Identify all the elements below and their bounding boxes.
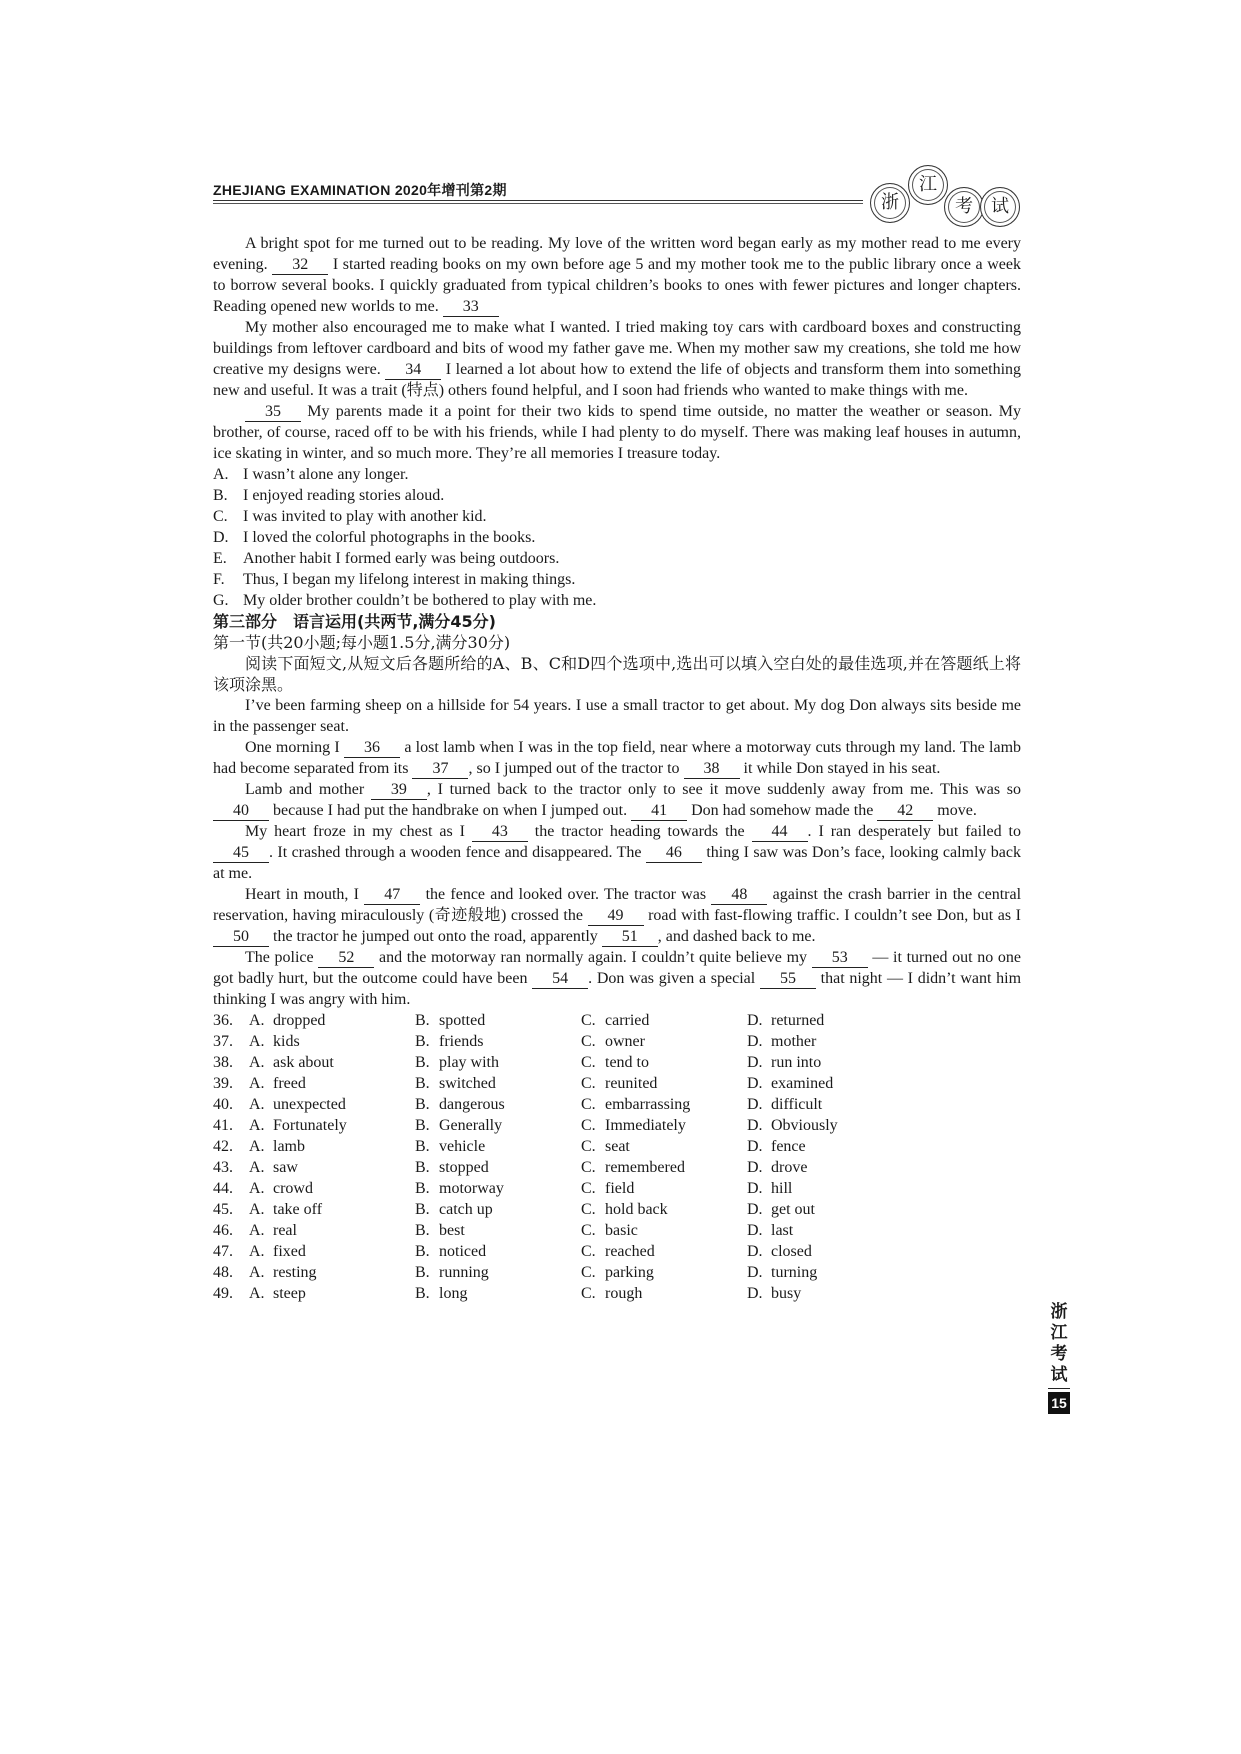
choice-a: resting (273, 1264, 317, 1281)
blank-42: 42 (877, 802, 933, 821)
side-tab-char: 江 (1050, 1323, 1068, 1343)
choice-c: reached (605, 1243, 655, 1260)
question-number: 42. (213, 1138, 233, 1155)
question-number: 36. (213, 1012, 233, 1029)
blank-51: 51 (602, 928, 658, 947)
choice-letter: C. (581, 1243, 596, 1260)
choice-c: remembered (605, 1159, 685, 1176)
choice-row (213, 1157, 913, 1178)
blank-37: 37 (412, 760, 468, 779)
option-letter: G. (213, 592, 229, 609)
question-number: 40. (213, 1096, 233, 1113)
cloze-text: . I ran desperately but failed to (807, 823, 1021, 840)
cloze-text: , and dashed back to me. (657, 928, 816, 945)
choice-letter: D. (747, 1096, 763, 1113)
choice-letter: A. (249, 1180, 265, 1197)
cloze-text: and the motorway ran normally again. I couldn’t quite believe my (378, 949, 808, 966)
cloze-text: Lamb and mother (245, 781, 365, 798)
option-letter: F. (213, 571, 225, 588)
choice-d: turning (771, 1264, 818, 1281)
blank-33: 33 (443, 298, 499, 317)
choice-letter: A. (249, 1222, 265, 1239)
choice-d: closed (771, 1243, 812, 1260)
cloze-paragraph (213, 821, 1021, 884)
choice-c: rough (605, 1285, 643, 1302)
choice-letter: B. (415, 1159, 430, 1176)
logo-seal-3: 考 (944, 187, 984, 227)
question-number: 48. (213, 1264, 233, 1281)
choice-d: hill (771, 1180, 793, 1197)
choice-d: fence (771, 1138, 806, 1155)
choice-a: freed (273, 1075, 306, 1092)
choice-letter: C. (581, 1180, 596, 1197)
choice-c: owner (605, 1033, 645, 1050)
option-text: I was invited to play with another kid. (243, 508, 487, 525)
question-number: 49. (213, 1285, 233, 1302)
cloze-paragraph (213, 695, 1021, 737)
question-number: 37. (213, 1033, 233, 1050)
choice-d: drove (771, 1159, 808, 1176)
choice-letter: A. (249, 1033, 265, 1050)
question-number: 44. (213, 1180, 233, 1197)
cloze-choices-table (213, 1010, 913, 1304)
header-rule (213, 200, 863, 201)
choice-c: Immediately (605, 1117, 686, 1134)
option-letter: E. (213, 550, 227, 567)
choice-letter: C. (581, 1222, 596, 1239)
choice-a: dropped (273, 1012, 326, 1029)
choice-letter: A. (249, 1117, 265, 1134)
choice-letter: D. (747, 1201, 763, 1218)
passage-paragraph (213, 317, 1021, 401)
seven-choice-options (213, 464, 1021, 611)
choice-letter: D. (747, 1075, 763, 1092)
header-title: ZHEJIANG EXAMINATION 2020年增刊第2期 (213, 182, 507, 198)
choice-c: carried (605, 1012, 650, 1029)
cloze-text: , I turned back to the tractor only to see it move suddenly away from me. This was so (426, 781, 1022, 798)
option-text: My older brother couldn’t be bothered to play with me. (243, 592, 597, 609)
choice-b: spotted (439, 1012, 486, 1029)
blank-52: 52 (318, 949, 374, 968)
choice-row (213, 1094, 913, 1115)
choice-a: fixed (273, 1243, 306, 1260)
side-tab-char: 试 (1050, 1365, 1068, 1385)
choice-letter: C. (581, 1201, 596, 1218)
choice-b: motorway (439, 1180, 504, 1197)
cloze-text: the fence and looked over. The tractor was (425, 886, 707, 903)
blank-48: 48 (711, 886, 767, 905)
blank-46: 46 (646, 844, 702, 863)
choice-row (213, 1073, 913, 1094)
question-number: 41. (213, 1117, 233, 1134)
option-text: I loved the colorful photographs in the books. (243, 529, 536, 546)
choice-row (213, 1241, 913, 1262)
choice-row (213, 1283, 913, 1304)
choice-row (213, 1115, 913, 1136)
side-tab-char: 考 (1050, 1344, 1068, 1364)
choice-letter: A. (249, 1159, 265, 1176)
choice-a: real (273, 1222, 297, 1239)
blank-39: 39 (371, 781, 427, 800)
option-e (213, 548, 1021, 569)
cloze-text: the tractor heading towards the (534, 823, 745, 840)
blank-53: 53 (812, 949, 868, 968)
choice-letter: D. (747, 1264, 763, 1281)
choice-letter: B. (415, 1075, 430, 1092)
question-number: 39. (213, 1075, 233, 1092)
blank-36: 36 (344, 739, 400, 758)
option-c (213, 506, 1021, 527)
choice-letter: B. (415, 1201, 430, 1218)
choice-letter: A. (249, 1201, 265, 1218)
blank-38: 38 (684, 760, 740, 779)
passage-text: My parents made it a point for their two kids to spend time outside, no matter the weather or season. My brother, of course, raced off to be with his friends, while I had plenty to do myself. There was making leaf houses in autumn, ice skating in winter, and so much more. They’re all memories I treasure today. (213, 403, 1022, 462)
choice-c: tend to (605, 1054, 649, 1071)
option-text: Thus, I began my lifelong interest in making things. (243, 571, 576, 588)
choice-letter: D. (747, 1180, 763, 1197)
cloze-text: One morning I (245, 739, 340, 756)
choice-b: switched (439, 1075, 496, 1092)
cloze-text: , so I jumped out of the tractor to (468, 760, 680, 777)
choice-letter: B. (415, 1117, 430, 1134)
choice-letter: C. (581, 1096, 596, 1113)
choice-letter: B. (415, 1054, 430, 1071)
choice-a: ask about (273, 1054, 334, 1071)
choice-row (213, 1010, 913, 1031)
choice-row (213, 1220, 913, 1241)
choice-letter: D. (747, 1285, 763, 1302)
choice-b: Generally (439, 1117, 503, 1134)
choice-d: returned (771, 1012, 825, 1029)
choice-d: difficult (771, 1096, 823, 1113)
question-number: 38. (213, 1054, 233, 1071)
choice-letter: A. (249, 1054, 265, 1071)
choice-letter: A. (249, 1138, 265, 1155)
blank-34: 34 (385, 361, 441, 380)
cloze-text: — it turned out no one got badly hurt, but the outcome could have been (213, 949, 1022, 987)
choice-letter: C. (581, 1033, 596, 1050)
choice-letter: B. (415, 1243, 430, 1260)
blank-32: 32 (272, 256, 328, 275)
choice-letter: D. (747, 1054, 763, 1071)
choice-b: friends (439, 1033, 484, 1050)
option-b (213, 485, 1021, 506)
cloze-text: thing I saw was Don’s face, looking calmly back at me. (213, 844, 1022, 882)
choice-c: seat (605, 1138, 630, 1155)
magazine-logo (864, 165, 1022, 229)
choice-b: long (439, 1285, 468, 1302)
cloze-text: Heart in mouth, I (245, 886, 360, 903)
choice-row (213, 1178, 913, 1199)
blank-49: 49 (588, 907, 644, 926)
choice-a: Fortunately (273, 1117, 347, 1134)
cloze-text: My heart froze in my chest as I (245, 823, 465, 840)
blank-40: 40 (213, 802, 269, 821)
choice-d: examined (771, 1075, 834, 1092)
question-number: 47. (213, 1243, 233, 1260)
cloze-text: . Don was given a special (588, 970, 756, 987)
cloze-text: The police (245, 949, 314, 966)
logo-seal-4: 试 (980, 187, 1020, 227)
choice-letter: D. (747, 1117, 763, 1134)
choice-letter: C. (581, 1159, 596, 1176)
side-tab (1048, 1302, 1070, 1386)
choice-b: best (439, 1222, 465, 1239)
choice-d: busy (771, 1285, 802, 1302)
choice-letter: A. (249, 1012, 265, 1029)
choice-row (213, 1136, 913, 1157)
choice-row (213, 1199, 913, 1220)
choice-a: unexpected (273, 1096, 346, 1113)
choice-letter: A. (249, 1285, 265, 1302)
choice-a: kids (273, 1033, 300, 1050)
choice-letter: A. (249, 1264, 265, 1281)
choice-letter: B. (415, 1222, 430, 1239)
choice-b: running (439, 1264, 489, 1281)
choice-letter: B. (415, 1264, 430, 1281)
question-number: 45. (213, 1201, 233, 1218)
question-number: 46. (213, 1222, 233, 1239)
choice-letter: C. (581, 1117, 596, 1134)
option-letter: A. (213, 466, 229, 483)
choice-letter: C. (581, 1285, 596, 1302)
header-rule-thin (213, 203, 863, 204)
choice-letter: A. (249, 1075, 265, 1092)
cloze-text: . It crashed through a wooden fence and disappeared. The (269, 844, 642, 861)
cloze-text: move. (937, 802, 977, 819)
choice-c: parking (605, 1264, 654, 1281)
subsection-title: 第一节(共20小题;每小题1.5分,满分30分) (213, 633, 511, 652)
cloze-text: Don had somehow made the (691, 802, 874, 819)
choice-a: saw (273, 1159, 298, 1176)
choice-letter: B. (415, 1096, 430, 1113)
passage-text: I started reading books on my own before age 5 and my mother took me to the public library once a week to borrow several books. I quickly graduated from typical children’s books to ones with fewer pictures and longer chapters. Reading opened new worlds to me. (213, 256, 1022, 315)
choice-letter: B. (415, 1012, 430, 1029)
choice-letter: B. (415, 1033, 430, 1050)
cloze-text: the tractor he jumped out onto the road, apparently (273, 928, 598, 945)
logo-seal-2: 江 (908, 165, 948, 205)
choice-letter: D. (747, 1243, 763, 1260)
cloze-text: against the crash barrier in the central reservation, having miraculously (奇迹般地) crossed the (213, 886, 1022, 924)
choice-letter: D. (747, 1012, 763, 1029)
choice-c: hold back (605, 1201, 668, 1218)
choice-a: crowd (273, 1180, 313, 1197)
choice-a: take off (273, 1201, 323, 1218)
choice-letter: D. (747, 1222, 763, 1239)
blank-35: 35 (245, 403, 301, 422)
cloze-text: it while Don stayed in his seat. (743, 760, 941, 777)
side-tab-char: 浙 (1050, 1302, 1068, 1322)
cloze-paragraph (213, 779, 1021, 821)
cloze-text: I’ve been farming sheep on a hillside for 54 years. I use a small tractor to get about. My dog Don always sits beside me in the passenger seat. (213, 697, 1021, 735)
choice-letter: B. (415, 1285, 430, 1302)
choice-b: stopped (439, 1159, 489, 1176)
option-letter: C. (213, 508, 228, 525)
question-number: 43. (213, 1159, 233, 1176)
option-letter: D. (213, 529, 229, 546)
option-text: Another habit I formed early was being outdoors. (243, 550, 560, 567)
blank-41: 41 (631, 802, 687, 821)
passage-text: I learned a lot about how to extend the life of objects and transform them into something new and useful. It was a trait (特点) others found helpful, and I soon had friends who wanted to make things with me. (213, 361, 1022, 399)
choice-c: field (605, 1180, 635, 1197)
option-letter: B. (213, 487, 228, 504)
choice-b: vehicle (439, 1138, 486, 1155)
choice-b: catch up (439, 1201, 493, 1218)
choice-letter: D. (747, 1138, 763, 1155)
choice-a: lamb (273, 1138, 305, 1155)
choice-letter: D. (747, 1033, 763, 1050)
option-d (213, 527, 1021, 548)
page-content (213, 233, 1021, 1304)
option-text: I enjoyed reading stories aloud. (243, 487, 445, 504)
choice-letter: A. (249, 1096, 265, 1113)
cloze-paragraph (213, 947, 1021, 1010)
choice-row (213, 1052, 913, 1073)
option-a (213, 464, 1021, 485)
option-g (213, 590, 1021, 611)
passage-paragraph (213, 233, 1021, 317)
blank-54: 54 (532, 970, 588, 989)
section-title: 第三部分 语言运用(共两节,满分45分) (213, 612, 496, 631)
option-f (213, 569, 1021, 590)
passage-text: A bright spot for me turned out to be reading. My love of the written word began early as my mother read to me every evening. (213, 235, 1021, 273)
blank-47: 47 (364, 886, 420, 905)
choice-d: mother (771, 1033, 817, 1050)
choice-d: get out (771, 1201, 815, 1218)
blank-43: 43 (472, 823, 528, 842)
choice-b: noticed (439, 1243, 487, 1260)
blank-45: 45 (213, 844, 269, 863)
choice-c: reunited (605, 1075, 658, 1092)
choice-letter: C. (581, 1264, 596, 1281)
choice-letter: C. (581, 1012, 596, 1029)
blank-44: 44 (752, 823, 808, 842)
choice-d: run into (771, 1054, 822, 1071)
side-tab-rule (1048, 1388, 1070, 1389)
choice-letter: D. (747, 1159, 763, 1176)
cloze-text: a lost lamb when I was in the top field, near where a motorway cuts through my land. The lamb had become separated from its (213, 739, 1022, 777)
passage-text: My mother also encouraged me to make what I wanted. I tried making toy cars with cardboard boxes and constructing buildings from leftover cardboard and bits of wood my father gave me. When my mother saw my creations, she told me how creative my designs were. (213, 319, 1021, 378)
cloze-text: because I had put the handbrake on when I jumped out. (273, 802, 628, 819)
blank-50: 50 (213, 928, 269, 947)
choice-row (213, 1031, 913, 1052)
choice-c: embarrassing (605, 1096, 691, 1113)
cloze-paragraph (213, 884, 1021, 947)
cloze-text: road with fast-flowing traffic. I couldn’t see Don, but as I (648, 907, 1022, 924)
choice-letter: B. (415, 1138, 430, 1155)
choice-row (213, 1262, 913, 1283)
cloze-text: that night — I didn’t want him thinking I was angry with him. (213, 970, 1022, 1008)
choice-a: steep (273, 1285, 306, 1302)
choice-b: play with (439, 1054, 499, 1071)
page-number: 15 (1048, 1392, 1070, 1414)
choice-d: Obviously (771, 1117, 838, 1134)
option-text: I wasn’t alone any longer. (243, 466, 409, 483)
logo-seal-1: 浙 (870, 183, 910, 223)
blank-55: 55 (760, 970, 816, 989)
choice-letter: A. (249, 1243, 265, 1260)
instructions: 阅读下面短文,从短文后各题所给的A、B、C和D四个选项中,选出可以填入空白处的最佳选项,并在答题纸上将该项涂黑。 (213, 654, 1021, 694)
choice-c: basic (605, 1222, 638, 1239)
choice-letter: C. (581, 1075, 596, 1092)
choice-d: last (771, 1222, 794, 1239)
choice-b: dangerous (439, 1096, 505, 1113)
passage-paragraph (213, 401, 1021, 464)
cloze-paragraph (213, 737, 1021, 779)
choice-letter: C. (581, 1138, 596, 1155)
choice-letter: B. (415, 1180, 430, 1197)
choice-letter: C. (581, 1054, 596, 1071)
